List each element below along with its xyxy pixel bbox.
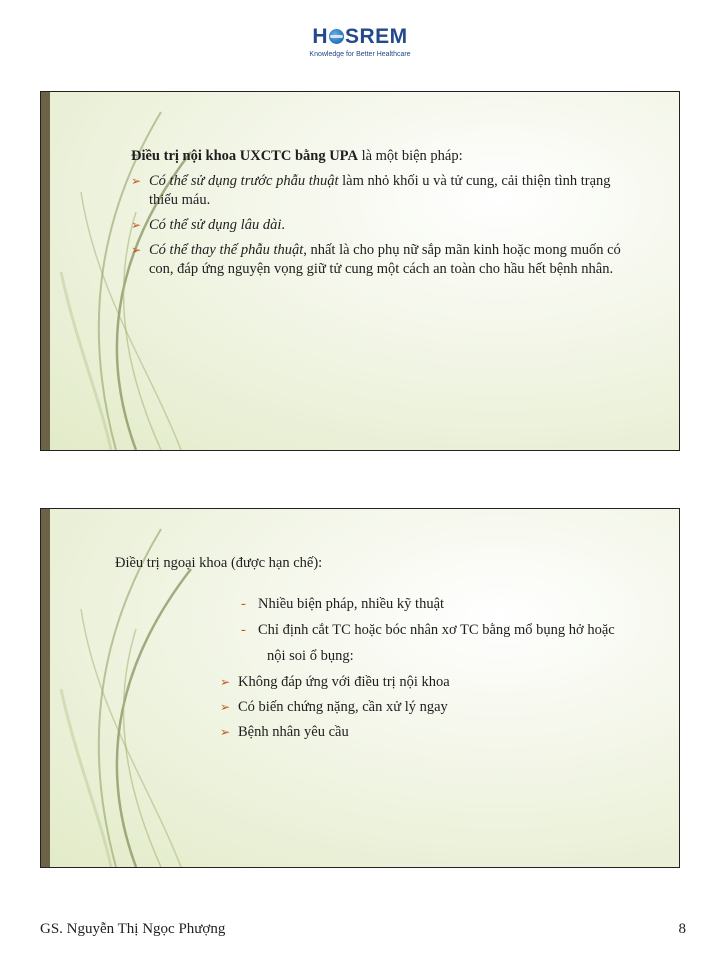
list-item: ➢ Không đáp ứng với điều trị nội khoa	[220, 674, 450, 690]
list-item: ➢ Có biến chứng nặng, cần xử lý ngay	[220, 699, 448, 715]
dash-bullet: -	[241, 596, 246, 612]
dash-bullet: -	[241, 622, 246, 638]
slide-2-content	[115, 554, 635, 748]
logo-tagline: Knowledge for Better Healthcare	[309, 51, 411, 58]
arrow-bullet-icon: ➢	[131, 174, 142, 188]
slide-2	[40, 508, 680, 868]
globe-icon	[329, 29, 344, 44]
list-item: ➢ Có thể sử dụng trước phẫu thuật làm nhỏ khối u và tử cung, cải thiện tình trạng thiếu máu.	[131, 173, 611, 208]
list-item: ➢ Bệnh nhân yêu cầu	[220, 724, 349, 740]
arrow-bullet-icon: ➢	[131, 218, 142, 232]
logo-wordmark: H SREM	[312, 25, 408, 48]
slide-1	[40, 91, 680, 451]
footer-author: GS. Nguyễn Thị Ngọc Phượng	[40, 921, 226, 937]
arrow-bullet-icon: ➢	[220, 700, 231, 714]
hosrem-logo	[300, 24, 420, 64]
arrow-bullet-icon: ➢	[220, 725, 231, 739]
list-item: - Chỉ định cắt TC hoặc bóc nhân xơ TC bằng mổ bụng hở hoặc	[241, 622, 615, 638]
slide-1-content	[131, 147, 631, 285]
arrow-bullet-icon: ➢	[131, 243, 142, 257]
list-item-continuation: nội soi ổ bụng:	[267, 648, 354, 664]
page-number: 8	[678, 921, 686, 937]
list-item: ➢ Có thể thay thế phẫu thuật, nhất là cho phụ nữ sắp mãn kinh hoặc mong muốn có con, đáp ứng nguyện vọng giữ tử cung một cách an toàn cho hầu hết bệnh nhân.	[131, 242, 621, 277]
arrow-bullet-icon: ➢	[220, 675, 231, 689]
slide-2-lead: Điều trị ngoại khoa (được hạn chế):	[115, 555, 323, 571]
list-item: - Nhiều biện pháp, nhiều kỹ thuật	[241, 596, 445, 612]
list-item: ➢ Có thể sử dụng lâu dài.	[131, 217, 285, 233]
slide-1-lead: Điều trị nội khoa UXCTC bằng UPA là một biện pháp:	[131, 148, 463, 164]
